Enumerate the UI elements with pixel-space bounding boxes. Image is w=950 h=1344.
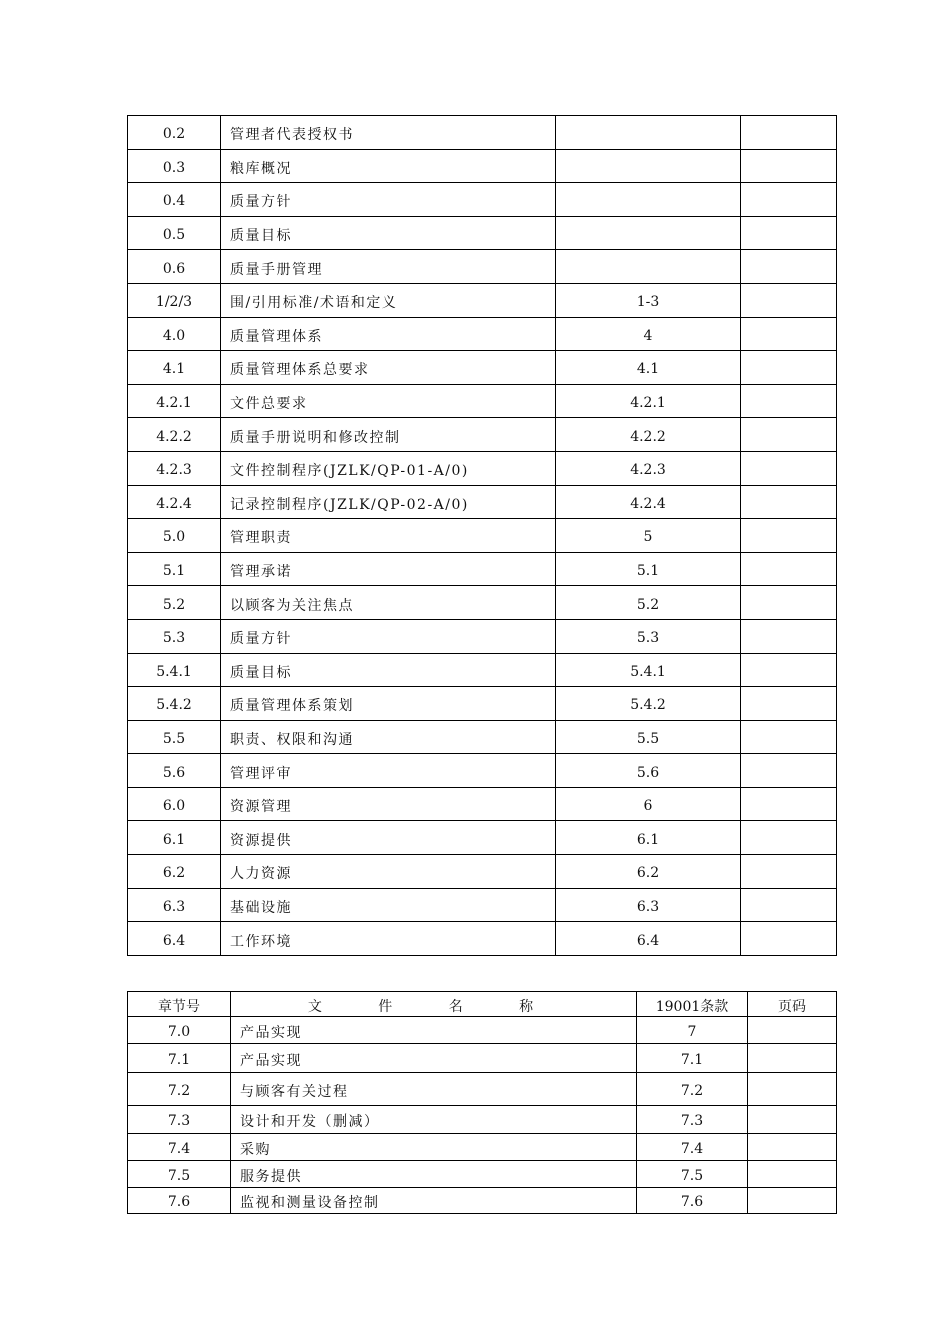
document-name-cell: 围/引用标准/术语和定义 xyxy=(221,283,556,317)
page-number-cell xyxy=(741,619,837,653)
clause-cell xyxy=(556,183,741,217)
page-number-cell xyxy=(741,653,837,687)
chapter-number-cell: 5.6 xyxy=(128,754,221,788)
document-name-cell: 文件控制程序(JZLK/QP-01-A/0) xyxy=(221,451,556,485)
document-name-cell: 基础设施 xyxy=(221,888,556,922)
clause-cell: 5.1 xyxy=(556,552,741,586)
table-row xyxy=(128,216,837,250)
clause-cell: 1-3 xyxy=(556,283,741,317)
clause-cell xyxy=(556,216,741,250)
chapter-number-cell: 6.4 xyxy=(128,922,221,956)
page-number-cell xyxy=(748,1073,837,1106)
table-row xyxy=(128,519,837,553)
clause-cell: 6 xyxy=(556,787,741,821)
clause-cell: 7 xyxy=(637,1017,748,1044)
page-number-cell xyxy=(741,216,837,250)
chapter-number-cell: 7.6 xyxy=(128,1188,231,1214)
table-row xyxy=(128,1106,837,1134)
table-row xyxy=(128,250,837,284)
chapter-number-cell: 6.0 xyxy=(128,787,221,821)
page-number-cell xyxy=(741,519,837,553)
table-row xyxy=(128,317,837,351)
page-number-cell xyxy=(741,116,837,150)
chapter-number-cell: 0.2 xyxy=(128,116,221,150)
chapter-number-cell: 6.2 xyxy=(128,855,221,889)
table-row xyxy=(128,619,837,653)
page-number-cell xyxy=(741,149,837,183)
header-chapter-number: 章节号 xyxy=(128,992,231,1017)
document-name-cell: 产品实现 xyxy=(231,1017,637,1044)
table-row xyxy=(128,418,837,452)
header-page: 页码 xyxy=(748,992,837,1017)
chapter-number-cell: 7.3 xyxy=(128,1106,231,1134)
page-number-cell xyxy=(741,754,837,788)
document-name-cell: 资源管理 xyxy=(221,787,556,821)
document-name-cell: 质量目标 xyxy=(221,653,556,687)
table-row xyxy=(128,1161,837,1188)
page-number-cell xyxy=(741,787,837,821)
page-number-cell xyxy=(741,720,837,754)
chapter-number-cell: 4.0 xyxy=(128,317,221,351)
document-name-cell: 监视和测量设备控制 xyxy=(231,1188,637,1214)
table-row xyxy=(128,586,837,620)
document-name-cell: 质量管理体系总要求 xyxy=(221,351,556,385)
document-name-cell: 记录控制程序(JZLK/QP-02-A/0) xyxy=(221,485,556,519)
page-number-cell xyxy=(741,821,837,855)
table-row xyxy=(128,116,837,150)
clause-cell: 7.5 xyxy=(637,1161,748,1188)
clause-cell: 5 xyxy=(556,519,741,553)
chapter-number-cell: 5.5 xyxy=(128,720,221,754)
chapter-number-cell: 5.4.1 xyxy=(128,653,221,687)
table-row xyxy=(128,384,837,418)
table-row xyxy=(128,653,837,687)
page-number-cell xyxy=(741,888,837,922)
document-name-cell: 质量管理体系策划 xyxy=(221,687,556,721)
table-row xyxy=(128,787,837,821)
table-row xyxy=(128,720,837,754)
chapter-number-cell: 6.3 xyxy=(128,888,221,922)
clause-cell: 4.2.1 xyxy=(556,384,741,418)
document-name-cell: 质量目标 xyxy=(221,216,556,250)
chapter-number-cell: 5.3 xyxy=(128,619,221,653)
clause-cell: 5.6 xyxy=(556,754,741,788)
clause-cell: 5.4.1 xyxy=(556,653,741,687)
chapter-number-cell: 7.1 xyxy=(128,1044,231,1073)
document-name-cell: 管理职责 xyxy=(221,519,556,553)
table-row xyxy=(128,351,837,385)
clause-cell xyxy=(556,116,741,150)
document-name-cell: 质量手册管理 xyxy=(221,250,556,284)
table-row xyxy=(128,1017,837,1044)
page-number-cell xyxy=(741,922,837,956)
chapter-number-cell: 0.3 xyxy=(128,149,221,183)
document-name-cell: 设计和开发（删减） xyxy=(231,1106,637,1134)
clause-cell xyxy=(556,250,741,284)
table-row xyxy=(128,855,837,889)
page-number-cell xyxy=(741,418,837,452)
table-row xyxy=(128,1134,837,1161)
page-number-cell xyxy=(748,1161,837,1188)
chapter-number-cell: 4.1 xyxy=(128,351,221,385)
document-name-cell: 质量方针 xyxy=(221,183,556,217)
clause-cell: 5.4.2 xyxy=(556,687,741,721)
page-number-cell xyxy=(748,1044,837,1073)
clause-cell: 6.4 xyxy=(556,922,741,956)
document-name-cell: 管理承诺 xyxy=(221,552,556,586)
clause-cell: 5.3 xyxy=(556,619,741,653)
page-number-cell xyxy=(741,485,837,519)
chapter-number-cell: 4.2.4 xyxy=(128,485,221,519)
page-number-cell xyxy=(741,451,837,485)
chapter-number-cell: 7.2 xyxy=(128,1073,231,1106)
table-row xyxy=(128,922,837,956)
table-row xyxy=(128,485,837,519)
clause-cell: 4 xyxy=(556,317,741,351)
page-number-cell xyxy=(741,687,837,721)
chapter-number-cell: 1/2/3 xyxy=(128,283,221,317)
clause-cell: 5.2 xyxy=(556,586,741,620)
chapter-number-cell: 0.6 xyxy=(128,250,221,284)
contents-table-1-body xyxy=(128,116,837,956)
clause-cell: 6.2 xyxy=(556,855,741,889)
chapter-number-cell: 5.4.2 xyxy=(128,687,221,721)
document-name-cell: 产品实现 xyxy=(231,1044,637,1073)
chapter-number-cell: 4.2.3 xyxy=(128,451,221,485)
document-name-cell: 采购 xyxy=(231,1134,637,1161)
table-row xyxy=(128,1188,837,1214)
clause-cell: 6.1 xyxy=(556,821,741,855)
page-number-cell xyxy=(741,250,837,284)
clause-cell: 4.2.3 xyxy=(556,451,741,485)
clause-cell: 7.1 xyxy=(637,1044,748,1073)
clause-cell xyxy=(556,149,741,183)
chapter-number-cell: 5.1 xyxy=(128,552,221,586)
chapter-number-cell: 7.4 xyxy=(128,1134,231,1161)
page-number-cell xyxy=(741,384,837,418)
table-header-row xyxy=(128,992,837,1017)
chapter-number-cell: 6.1 xyxy=(128,821,221,855)
chapter-number-cell: 7.0 xyxy=(128,1017,231,1044)
table-row xyxy=(128,149,837,183)
page-number-cell xyxy=(748,1106,837,1134)
clause-cell: 4.1 xyxy=(556,351,741,385)
document-name-cell: 职责、权限和沟通 xyxy=(221,720,556,754)
clause-cell: 7.3 xyxy=(637,1106,748,1134)
header-clause: 19001条款 xyxy=(637,992,748,1017)
table-row xyxy=(128,283,837,317)
chapter-number-cell: 0.5 xyxy=(128,216,221,250)
contents-table-2-body xyxy=(128,1017,837,1214)
chapter-number-cell: 4.2.2 xyxy=(128,418,221,452)
document-name-cell: 粮库概况 xyxy=(221,149,556,183)
document-name-cell: 文件总要求 xyxy=(221,384,556,418)
chapter-number-cell: 5.0 xyxy=(128,519,221,553)
table-row xyxy=(128,552,837,586)
contents-table-1 xyxy=(127,115,837,956)
document-name-cell: 以顾客为关注焦点 xyxy=(221,586,556,620)
page-number-cell xyxy=(741,283,837,317)
chapter-number-cell: 7.5 xyxy=(128,1161,231,1188)
contents-table-2 xyxy=(127,991,837,1214)
document-name-cell: 资源提供 xyxy=(221,821,556,855)
page-number-cell xyxy=(748,1188,837,1214)
document-name-cell: 人力资源 xyxy=(221,855,556,889)
document-name-cell: 管理评审 xyxy=(221,754,556,788)
document-name-cell: 管理者代表授权书 xyxy=(221,116,556,150)
table-row xyxy=(128,1044,837,1073)
page-number-cell xyxy=(741,351,837,385)
clause-cell: 7.6 xyxy=(637,1188,748,1214)
document-name-cell: 质量管理体系 xyxy=(221,317,556,351)
page-number-cell xyxy=(748,1134,837,1161)
table-row xyxy=(128,1073,837,1106)
table-row xyxy=(128,183,837,217)
page-number-cell xyxy=(741,586,837,620)
document-name-cell: 与顾客有关过程 xyxy=(231,1073,637,1106)
chapter-number-cell: 4.2.1 xyxy=(128,384,221,418)
table-row xyxy=(128,888,837,922)
clause-cell: 6.3 xyxy=(556,888,741,922)
table-row xyxy=(128,754,837,788)
page-number-cell xyxy=(741,552,837,586)
table-row xyxy=(128,687,837,721)
clause-cell: 7.2 xyxy=(637,1073,748,1106)
clause-cell: 7.4 xyxy=(637,1134,748,1161)
page-number-cell xyxy=(741,317,837,351)
document-name-cell: 工作环境 xyxy=(221,922,556,956)
page-number-cell xyxy=(741,855,837,889)
chapter-number-cell: 5.2 xyxy=(128,586,221,620)
table-row xyxy=(128,821,837,855)
clause-cell: 4.2.2 xyxy=(556,418,741,452)
clause-cell: 5.5 xyxy=(556,720,741,754)
page-number-cell xyxy=(741,183,837,217)
document-name-cell: 服务提供 xyxy=(231,1161,637,1188)
clause-cell: 4.2.4 xyxy=(556,485,741,519)
page-number-cell xyxy=(748,1017,837,1044)
document-name-cell: 质量方针 xyxy=(221,619,556,653)
document-name-cell: 质量手册说明和修改控制 xyxy=(221,418,556,452)
chapter-number-cell: 0.4 xyxy=(128,183,221,217)
table-row xyxy=(128,451,837,485)
header-document-name: 文 件 名 称 xyxy=(231,992,637,1017)
